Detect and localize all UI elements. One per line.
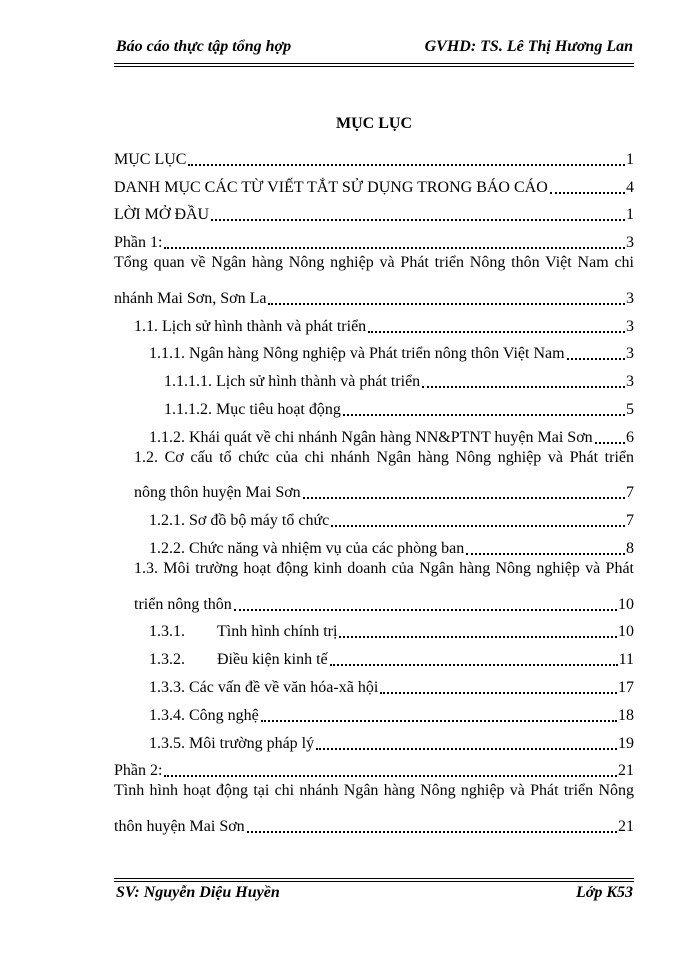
report-title: Báo cáo thực tập tổng hợp xyxy=(116,38,292,55)
toc-entry[interactable]: 1.3.4. Công nghệ 18 xyxy=(149,706,634,724)
toc-entry[interactable]: LỜI MỞ ĐẦU 1 xyxy=(114,206,634,224)
supervisor: GVHD: TS. Lê Thị Hương Lan xyxy=(424,38,633,55)
toc-entry[interactable]: MỤC LỤC 1 xyxy=(114,150,634,168)
toc-entry[interactable]: DANH MỤC CÁC TỪ VIẾT TẮT SỬ DỤNG TRONG BÁO CÁO 4 xyxy=(114,178,634,196)
toc-entry[interactable]: nhánh Mai Sơn, Sơn La 3 xyxy=(114,289,634,307)
toc-entry[interactable]: 1.3.3. Các vấn đề về văn hóa-xã hội 17 xyxy=(149,678,634,696)
header-rule xyxy=(114,63,634,67)
toc-entry[interactable]: 1.2.2. Chức năng và nhiệm vụ của các phòng ban 8 xyxy=(149,539,634,557)
toc-entry[interactable]: 1.3.1. Tình hình chính trị 10 xyxy=(149,623,634,641)
footer-rule xyxy=(114,878,634,882)
toc-entry[interactable]: 1.1.1.1. Lịch sử hình thành và phát triển 3 xyxy=(164,373,634,391)
toc-entry[interactable]: 1.1. Lịch sử hình thành và phát triển 3 xyxy=(134,317,634,335)
toc-entry[interactable]: 1.2.1. Sơ đồ bộ máy tổ chức 7 xyxy=(149,512,634,530)
toc-entry[interactable]: Phần 2: 21 xyxy=(114,762,634,780)
toc-entry[interactable]: 1.3. Môi trường hoạt động kinh doanh của Ngân hàng Nông nghiệp và Phát xyxy=(134,559,634,577)
toc-entry[interactable]: 1.1.1.2. Mục tiêu hoạt động 5 xyxy=(164,400,634,418)
table-of-contents xyxy=(114,142,634,837)
toc-entry[interactable]: nông thôn huyện Mai Sơn 7 xyxy=(134,484,634,502)
page-footer xyxy=(116,884,633,902)
toc-entry[interactable]: thôn huyện Mai Sơn 21 xyxy=(114,817,634,835)
toc-entry[interactable]: Tình hình hoạt động tại chi nhánh Ngân hàng Nông nghiệp và Phát triển Nông xyxy=(114,782,634,800)
student-name: SV: Nguyễn Diệu Huyền xyxy=(116,884,280,901)
toc-entry[interactable]: Phần 1: 3 xyxy=(114,234,634,252)
page-header xyxy=(116,38,633,56)
toc-entry[interactable]: 1.1.1. Ngân hàng Nông nghiệp và Phát triển nông thôn Việt Nam 3 xyxy=(149,345,634,363)
toc-entry[interactable]: triển nông thôn 10 xyxy=(134,595,634,613)
toc-entry[interactable]: 1.3.5. Môi trường pháp lý 19 xyxy=(149,734,634,752)
toc-entry[interactable]: Tổng quan về Ngân hàng Nông nghiệp và Phát triển Nông thôn Việt Nam chi xyxy=(114,254,634,272)
class-label: Lớp K53 xyxy=(575,884,633,901)
toc-entry[interactable]: 1.3.2. Điều kiện kinh tế 11 xyxy=(149,651,634,669)
toc-entry[interactable]: 1.2. Cơ cấu tổ chức của chi nhánh Ngân hàng Nông nghiệp và Phát triển xyxy=(134,448,634,466)
toc-title: MỤC LỤC xyxy=(336,115,412,132)
toc-entry[interactable]: 1.1.2. Khái quát về chi nhánh Ngân hàng NN&PTNT huyện Mai Sơn 6 xyxy=(149,428,634,446)
